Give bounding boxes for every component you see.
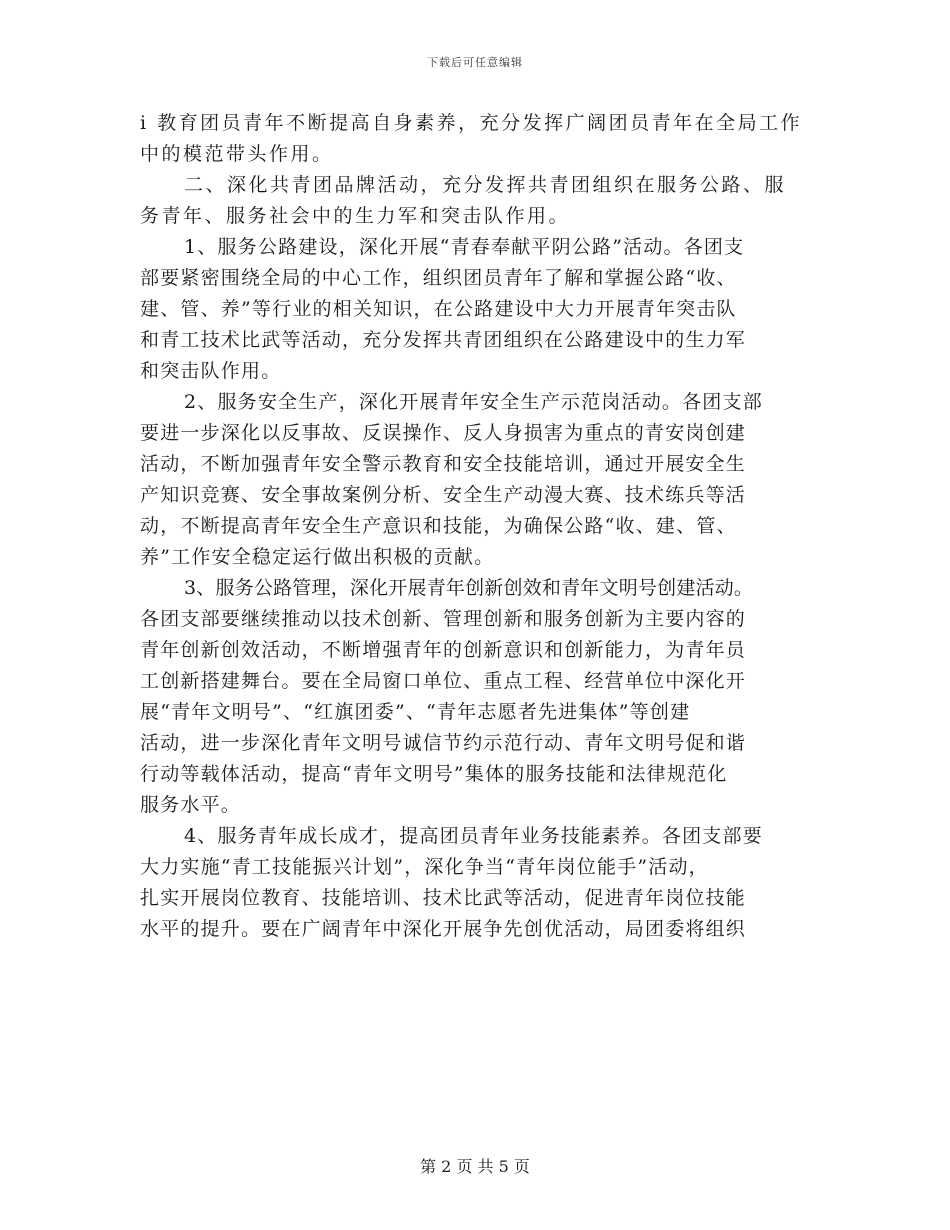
text-line: 活动，不断加强青年安全警示教育和安全技能培训，通过开展安全生 [140, 453, 747, 475]
text-line: 大力实施“青工技能振兴计划”，深化争当“青年岗位能手”活动， [140, 856, 709, 878]
text-line: 各团支部要继续推动以技术创新、管理创新和服务创新为主要内容的 [140, 608, 747, 630]
text-line: i 教育团员青年不断提高自身素养，充分发挥广阔团员青年在全局工作 [140, 112, 803, 134]
document-body [140, 108, 820, 945]
text-line: 1、服务公路建设，深化开展“青春奉献平阴公路”活动。各团支 [184, 236, 745, 258]
text-line: 和青工技术比武等活动，充分发挥共青团组织在公路建设中的生力军 [140, 329, 747, 351]
text-line: 青年创新创效活动，不断增强青年的创新意识和创新能力，为青年员 [140, 639, 747, 661]
text-line: 行动等载体活动，提高“青年文明号”集体的服务技能和法律规范化 [140, 763, 728, 785]
text-line: 中的模范带头作用。 [140, 143, 334, 165]
text-line: 3、服务公路管理，深化开展青年创新创效和青年文明号创建活动。 [184, 577, 754, 599]
text-line: 部要紧密围绕全局的中心工作，组织团员青年了解和掌握公路“收、 [140, 267, 737, 289]
text-line: 工创新搭建舞台。要在全局窗口单位、重点工程、经营单位中深化开 [140, 670, 747, 692]
text-line: 展“青年文明号”、“红旗团委”、“青年志愿者先进集体”等创建 [140, 701, 691, 723]
text-line: 和突击队作用。 [140, 360, 282, 382]
text-line: 扎实开展岗位教育、技能培训、技术比武等活动，促进青年岗位技能 [140, 887, 747, 909]
text-line: 产知识竞赛、安全事故案例分析、安全生产动漫大赛、技术练兵等活 [140, 484, 747, 506]
text-line: 务青年、服务社会中的生力军和突击队作用。 [140, 205, 571, 227]
text-line: 活动，进一步深化青年文明号诚信节约示范行动、青年文明号促和谐 [140, 732, 747, 754]
text-line: 建、管、养”等行业的相关知识，在公路建设中大力开展青年突击队 [140, 298, 737, 320]
text-line: 动，不断提高青年安全生产意识和技能，为确保公路“收、建、管、 [140, 515, 737, 537]
text-line: 水平的提升。要在广阔青年中深化开展争先创优活动，局团委将组织 [140, 918, 747, 940]
text-line: 2、服务安全生产，深化开展青年安全生产示范岗活动。各团支部 [184, 391, 763, 413]
text-line: 4、服务青年成长成才，提高团员青年业务技能素养。各团支部要 [184, 825, 763, 847]
text-line: 服务水平。 [140, 794, 242, 816]
page-footer: 第 2 页 共 5 页 [420, 1157, 530, 1176]
page-header: 下载后可任意编辑 [427, 56, 523, 69]
text-line: 要进一步深化以反事故、反误操作、反人身损害为重点的青安岗创建 [140, 422, 747, 444]
text-line: 养”工作安全稳定运行做出积极的贡献。 [140, 546, 495, 568]
text-line: 二、深化共青团品牌活动，充分发挥共青团组织在服务公路、服 [184, 174, 787, 196]
